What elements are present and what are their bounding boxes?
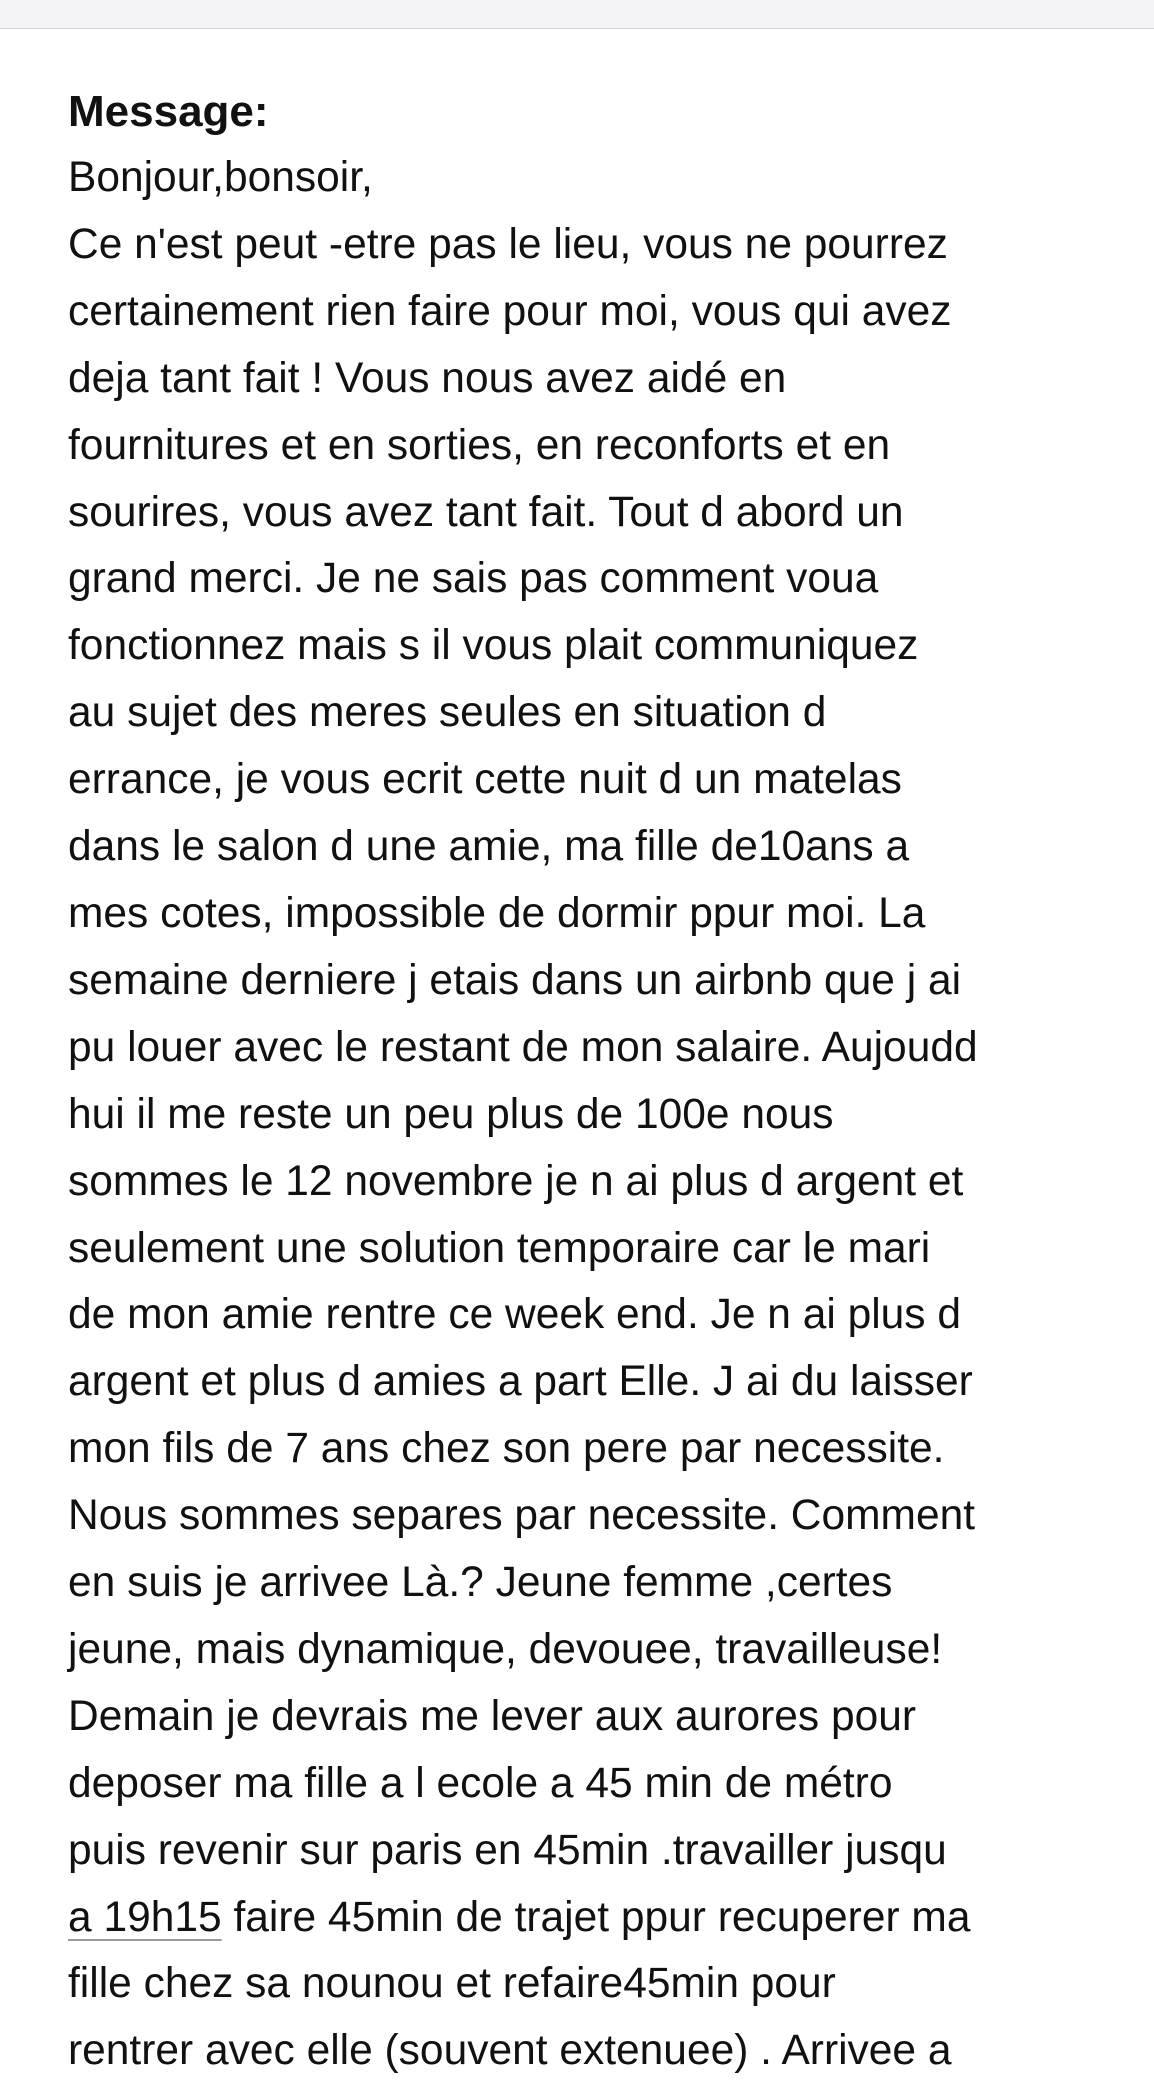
message-line: Demain je devrais me lever aux aurores pour: [68, 1692, 917, 1740]
message-line: seulement une solution temporaire car le mari: [68, 1224, 931, 1272]
message-line: fille chez sa nounou et refaire45min pour: [68, 1960, 836, 2008]
message-line: [68, 1885, 1118, 1952]
message-line: errance, je vous ecrit cette nuit d un matelas: [68, 756, 902, 804]
message-line: dans le salon d une amie, ma fille de10ans a: [68, 823, 910, 871]
top-bar: [0, 0, 1154, 29]
time-link[interactable]: a 19h15: [68, 1893, 222, 1941]
message-line: au sujet des meres seules en situation d: [68, 689, 827, 737]
message-line: semaine derniere j etais dans un airbnb que j ai: [68, 956, 962, 1004]
message-line-text: faire 45min de trajet ppur recuperer ma: [221, 1893, 971, 1941]
message-text: [68, 145, 1118, 1885]
message-line: certainement rien faire pour moi, vous qui avez: [68, 287, 952, 335]
message-line: de mon amie rentre ce week end. Je n ai plus d: [68, 1291, 961, 1339]
message-line: pu louer avec le restant de mon salaire. Aujoudd: [68, 1023, 978, 1071]
message-line: fournitures et en sorties, en reconforts et en: [68, 421, 891, 469]
message-line: deja tant fait ! Vous nous avez aidé en: [68, 354, 787, 402]
message-line: Bonjour,bonsoir,: [68, 154, 373, 201]
message-line: puis revenir sur paris en 45min .travailler jusqu: [68, 1826, 947, 1874]
message-line: Nous sommes separes par necessite. Comment: [68, 1492, 976, 1540]
message-line: fonctionnez mais s il vous plait communiquez: [68, 622, 919, 670]
message-line-cut: rentrer avec elle (souvent extenuee) . Arrivee a: [68, 2027, 952, 2075]
message-line: grand merci. Je ne sais pas comment voua: [68, 555, 879, 603]
message-line: mes cotes, impossible de dormir ppur moi. La: [68, 889, 926, 937]
message-line: mon fils de 7 ans chez son pere par necessite.: [68, 1425, 945, 1473]
message-line: deposer ma fille a l ecole a 45 min de métro: [68, 1759, 893, 1807]
message-line: en suis je arrivee Là.? Jeune femme ,certes: [68, 1559, 893, 1607]
message-line: sourires, vous avez tant fait. Tout d abord un: [68, 488, 904, 536]
message-label: Message:: [68, 87, 269, 136]
message-body: [68, 78, 1118, 2075]
message-line: hui il me reste un peu plus de 100e nous: [68, 1090, 834, 1138]
message-line: Ce n'est peut -etre pas le lieu, vous ne pourrez: [68, 220, 948, 268]
message-line: argent et plus d amies a part Elle. J ai du laisser: [68, 1358, 973, 1406]
message-line: sommes le 12 novembre je n ai plus d argent et: [68, 1157, 964, 1205]
message-line: jeune, mais dynamique, devouee, travailleuse!: [68, 1625, 943, 1673]
